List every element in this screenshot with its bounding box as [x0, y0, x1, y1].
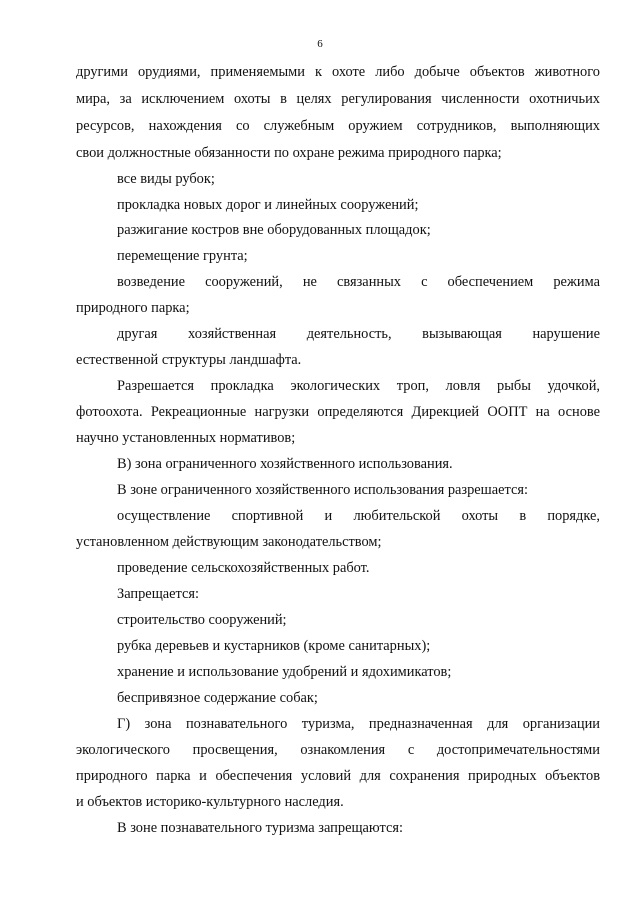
list-item: строительство сооружений;	[117, 612, 287, 628]
text-line: свои должностные обязанности по охране режима природного парка;	[76, 145, 502, 161]
list-item: осуществление спортивной и любительской охоты в порядке,	[117, 508, 600, 524]
zone-heading: Г) зона познавательного туризма, предназначенная для организации	[117, 716, 600, 732]
list-item: хранение и использование удобрений и ядохимикатов;	[117, 664, 452, 680]
list-item: проведение сельскохозяйственных работ.	[117, 560, 370, 576]
text-line: ресурсов, нахождения со служебным оружием сотрудников, выполняющих	[76, 118, 600, 134]
paragraph-start: В зоне познавательного туризма запрещаются:	[117, 820, 403, 836]
paragraph-start: Запрещается:	[117, 586, 200, 602]
text-line: экологического просвещения, ознакомления с достопримечательностями	[76, 742, 600, 758]
text-line: мира, за исключением охоты в целях регулирования численности охотничьих	[76, 91, 600, 107]
list-item: возведение сооружений, не связанных с обеспечением режима	[117, 274, 600, 290]
list-item: другая хозяйственная деятельность, вызывающая нарушение	[117, 326, 600, 342]
page-number: 6	[317, 38, 323, 50]
text-line: установленном действующим законодательством;	[76, 534, 382, 550]
text-line: и объектов историко-культурного наследия.	[76, 794, 344, 810]
list-item: перемещение грунта;	[117, 248, 248, 264]
text-line: другими орудиями, применяемыми к охоте либо добыче объектов животного	[76, 64, 600, 80]
paragraph-start: В зоне ограниченного хозяйственного использования разрешается:	[117, 482, 528, 498]
text-line: научно установленных нормативов;	[76, 430, 296, 446]
list-item: прокладка новых дорог и линейных сооружений;	[117, 197, 419, 213]
text-line: природного парка;	[76, 300, 190, 316]
zone-heading: В) зона ограниченного хозяйственного использования.	[117, 456, 453, 472]
list-item: все виды рубок;	[117, 171, 215, 187]
text-line: фотоохота. Рекреационные нагрузки определяются Дирекцией ООПТ на основе	[76, 404, 600, 420]
text-line: природного парка и обеспечения условий для сохранения природных объектов	[76, 768, 600, 784]
list-item: беспривязное содержание собак;	[117, 690, 318, 706]
list-item: рубка деревьев и кустарников (кроме санитарных);	[117, 638, 431, 654]
list-item: разжигание костров вне оборудованных площадок;	[117, 222, 431, 238]
text-line: естественной структуры ландшафта.	[76, 352, 302, 368]
paragraph-start: Разрешается прокладка экологических троп, ловля рыбы удочкой,	[117, 378, 600, 394]
